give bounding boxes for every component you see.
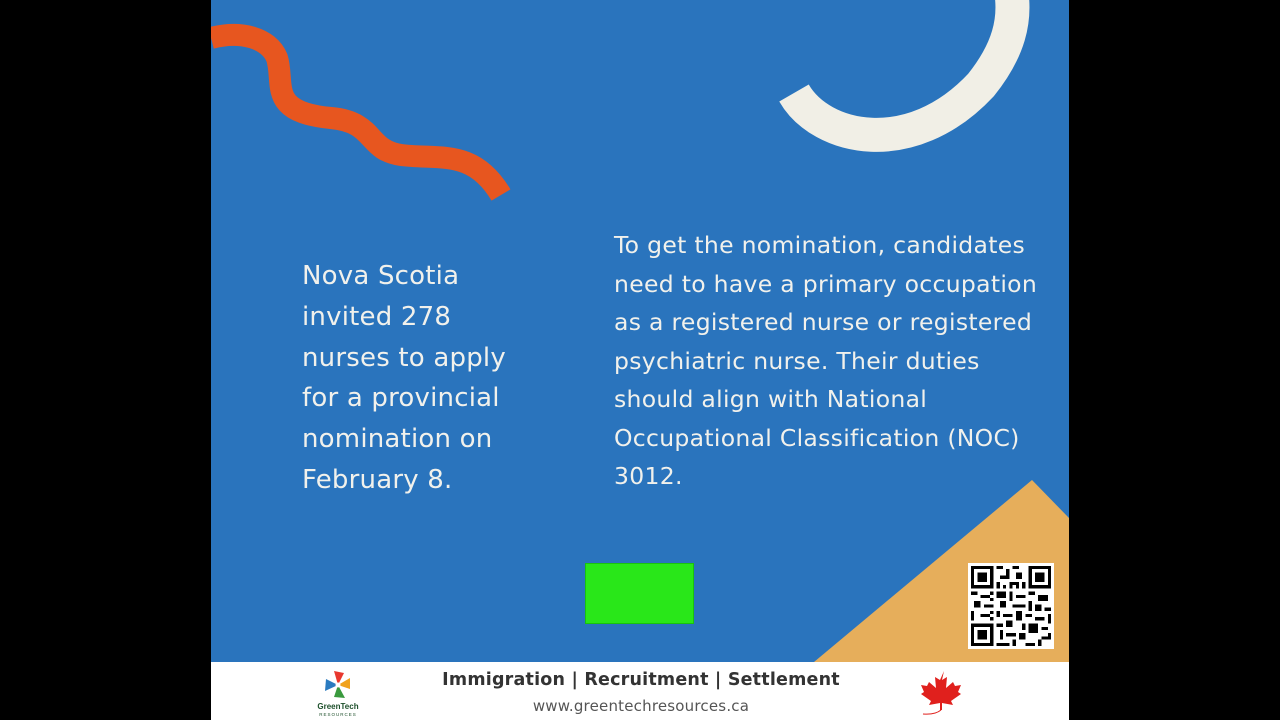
cream-arc	[794, 0, 1012, 135]
greentech-logo[interactable]	[308, 668, 368, 718]
maple-leaf-icon	[911, 668, 971, 716]
qr-code-icon	[971, 566, 1051, 646]
left-paragraph: Nova Scotia invited 278 nurses to apply for a provincial nomination on February 8.	[302, 261, 506, 495]
logo-subtitle: RESOURCES	[319, 712, 357, 717]
footer-tagline: Immigration | Recruitment | Settlement	[442, 670, 840, 690]
infographic-slide	[211, 0, 1069, 662]
logo-pinwheel-icon	[308, 668, 368, 702]
logo-name: GreenTech	[317, 702, 359, 711]
green-placeholder-box	[585, 563, 694, 624]
right-paragraph: To get the nomination, candidates need to have a primary occupation as a registered nurse or registered psychiatric nurse. Their duties should align with National Occupational Classification (NOC) 3012.	[614, 231, 1038, 490]
qr-code[interactable]	[968, 563, 1054, 649]
website-link[interactable]: www.greentechresources.ca	[532, 697, 750, 715]
video-frame	[211, 0, 1069, 720]
footer-bar	[211, 662, 1069, 720]
orange-squiggle	[211, 35, 501, 195]
